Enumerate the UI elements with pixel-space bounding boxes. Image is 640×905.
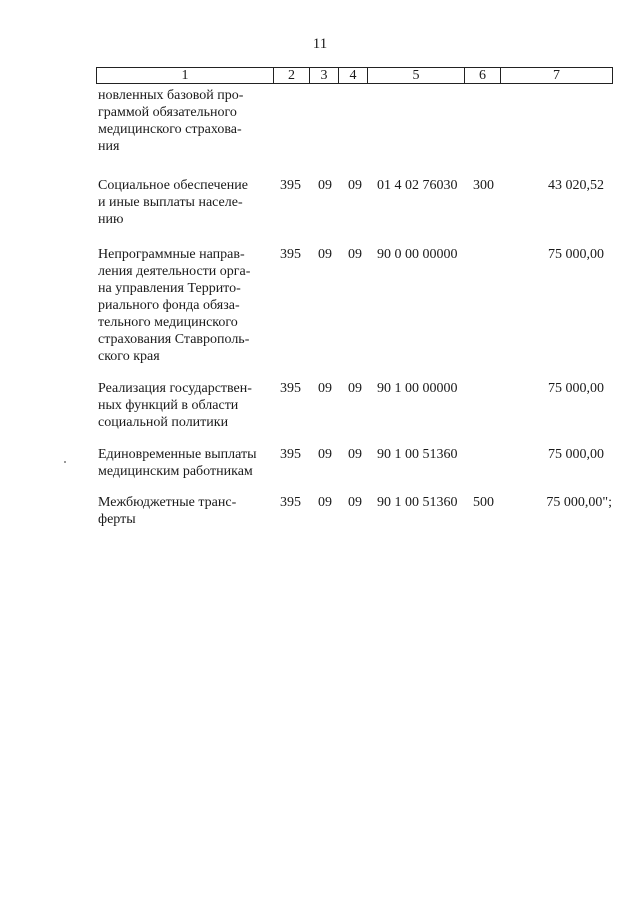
row-subsection-code: 09 — [348, 495, 362, 510]
column-header-4: 4 — [339, 68, 368, 83]
row-expense-type: 300 — [473, 178, 494, 193]
row-ved-code: 395 — [280, 381, 301, 396]
row-target-article: 90 1 00 51360 — [377, 447, 458, 462]
row-section-code: 09 — [318, 447, 332, 462]
row-section-code: 09 — [318, 381, 332, 396]
row-sum: 75 000,00 — [548, 247, 604, 262]
row-target-article: 90 1 00 00000 — [377, 381, 458, 396]
row-ved-code: 395 — [280, 247, 301, 262]
row-subsection-code: 09 — [348, 178, 362, 193]
row-subsection-code: 09 — [348, 447, 362, 462]
row-name: новленных базовой про- граммой обязательного медицинского страхова- ния — [98, 88, 244, 154]
row-section-code: 09 — [318, 495, 332, 510]
column-header-2: 2 — [274, 68, 310, 83]
row-name: Единовременные выплаты медицинским работникам — [98, 447, 257, 479]
row-ved-code: 395 — [280, 178, 301, 193]
table-column-header — [96, 67, 613, 84]
page-number: 11 — [312, 36, 328, 52]
row-name: Непрограммные направ- ления деятельности орга- на управления Террито- риального фонда обяза- тельного медицинского страхования Ставрополь- ского края — [98, 247, 251, 364]
row-ved-code: 395 — [280, 447, 301, 462]
column-header-1: 1 — [97, 68, 274, 83]
row-section-code: 09 — [318, 247, 332, 262]
row-expense-type: 500 — [473, 495, 494, 510]
column-header-3: 3 — [310, 68, 339, 83]
column-header-6: 6 — [465, 68, 501, 83]
scan-speck — [64, 461, 66, 463]
row-section-code: 09 — [318, 178, 332, 193]
row-target-article: 01 4 02 76030 — [377, 178, 458, 193]
row-name: Межбюджетные транс- ферты — [98, 495, 237, 527]
column-header-7: 7 — [553, 68, 560, 83]
row-subsection-code: 09 — [348, 247, 362, 262]
row-target-article: 90 0 00 00000 — [377, 247, 458, 262]
row-target-article: 90 1 00 51360 — [377, 495, 458, 510]
column-header-5: 5 — [368, 68, 465, 83]
row-sum: 43 020,52 — [548, 178, 604, 193]
row-name: Реализация государствен- ных функций в области социальной политики — [98, 381, 252, 430]
row-subsection-code: 09 — [348, 381, 362, 396]
row-name: Социальное обеспечение и иные выплаты населе- нию — [98, 178, 248, 227]
row-sum: 75 000,00 — [548, 381, 604, 396]
row-sum: 75 000,00"; — [546, 495, 612, 510]
row-ved-code: 395 — [280, 495, 301, 510]
row-sum: 75 000,00 — [548, 447, 604, 462]
